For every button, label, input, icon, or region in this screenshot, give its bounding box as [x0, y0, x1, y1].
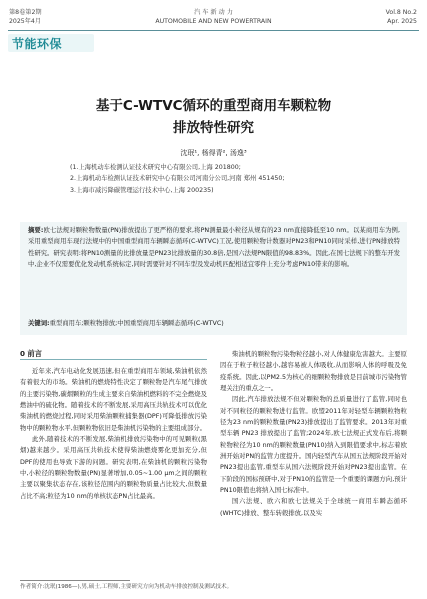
section-tag: [8, 34, 94, 52]
journal-name-cn: 汽 车 新 动 力: [194, 9, 233, 16]
header-journal: [0, 8, 427, 26]
abstract-box: [20, 222, 407, 335]
keywords-label: 关键词:: [28, 320, 50, 327]
abstract-label: 摘要:: [28, 227, 44, 234]
affiliation-2: 2.上海机动车检测认证技术研究中心有限公司河南分公司,河南 郑州 451450;: [70, 175, 285, 183]
body-paragraph: 此外,随着技术的不断发展,柴油机排放污染物中的可见颗粒(黑烟)越来越少。采用高压共轨技术使得柴油燃烧雾化更加充分,但DPF的使用也导致下游的问题。研究表明,在柴油机的颗粒污染物中,小粒径的颗粒物数量(PN)显著增加,0.05~1.00 μm之间的颗粒主要以聚集状态存在,该粒径范围内的颗粒物质量占比较大,但数量占比不高;粒径为10 nm的单核状态PN占比最高。: [20, 436, 207, 500]
date-label-en: Apr. 2025: [387, 18, 417, 25]
title-line-2: 排放特性研究: [173, 120, 254, 136]
right-column: [220, 349, 407, 519]
header-issue-en: [386, 8, 417, 26]
affiliation-1: (1.上海机动车检测认证技术研究中心有限公司,上海 201800;: [70, 164, 241, 171]
volume-label-cn: 第8卷第2期: [9, 9, 42, 16]
section-tag-label: 节能环保: [12, 37, 63, 51]
keywords: [28, 318, 400, 329]
article-title: [0, 95, 427, 139]
keywords-text: 重型商用车;颗粒物排放;中国重型商用车辆瞬态循环(C-WTVC): [49, 320, 224, 327]
abstract-text: 欧七法规对颗粒物数量(PN)排放提出了更严格的要求,将PN测量最小粒径从规有的23 nm直接降低至10 nm。以某商用车为例,采用重型商用车现行法规中的中国重型商用车辆瞬态循环(C-WTVC)工况,使用颗粒物计数器对PN23和PN10同时采样,进行PN排放特性研究。研究表明:将PN10测量的比排放量是PN23比排放量的30.8倍,是国六法规PN限值的98.83%。因此,在国七法规下的整车开发中,企业不仅需要优化发动机系统标定,同时需要针对不同车型及发动机匹配相适宜零件上充分考虑PN10带来的影响。: [28, 227, 400, 269]
left-column: [20, 366, 207, 502]
header-divider: [8, 30, 419, 31]
section-heading-intro: 0 前言: [20, 349, 42, 358]
title-line-1: 基于C-WTVC循环的重型商用车颗粒物: [95, 98, 332, 114]
body-paragraph: 因此,汽车排放法规不但对颗粒物的总质量进行了监管,同时也对不同粒径的颗粒物进行监管。欧盟2011年对轻型车辆颗粒物粒径为23 nm的颗粒数量(PN23)排放提出了监管要求。2013年对重型车辆 PN23 排放提出了监管;2024年,欧七法规正式发布后,将颗粒物粒径为10 nm的颗粒数量(PN10)纳入到限值要求中,标志着欧洲开始对PN的监管力度提升。国内轻型汽车从国五法规阶段开始对PN23提出监管,重型车从国六法规阶段开始对PN23提出监管。在下阶段的国标预研中,对于PN10的监管是一个重要的课题方向,预计PN10限值也将纳入国七标准中。: [220, 396, 407, 495]
author-list: 沈珉¹, 杨得青², 汤逸³: [180, 149, 247, 157]
affiliations: [70, 162, 370, 196]
abstract: [28, 225, 400, 271]
footnote-divider: [20, 580, 130, 581]
body-paragraph: 柴油机的颗粒物污染物粒径越小,对人体健康危害越大。主要原因在于粒子粒径越小,越容易被人体吸收,从而影响人体的呼吸及免疫系统。因此,以PM2.5为核心的细颗粒物排放是目前城市污染物管理关注的重点之一。: [220, 351, 407, 393]
author-footnote: 作者简介:沈珉(1986—),男,硕士,工程师,主要研究方向为机动车排放控制及测试技术。: [20, 584, 233, 590]
journal-name-en: AUTOMOBILE AND NEW POWERTRAIN: [155, 18, 272, 25]
body-paragraph: 近年来,汽车电动化发展迅速,但在重型商用车领域,柴油机依然有着很大的市场。柴油机的燃烧特性决定了颗粒物是汽车尾气排放的主要污染物,碳烟颗粒的生成主要来自柴油机燃料的不完全燃烧及燃油中的硫化物。随着技术的不断发展,采用高压共轨技术可以优化柴油机的燃烧过程,同时采用柴油颗粒捕集器(DPF)可降低排放污染物中的颗粒物水平,但颗粒物依旧是柴油机污染物的主要组成部分。: [20, 368, 207, 432]
volume-label-en: Vol.8 No.2: [385, 9, 417, 16]
date-label-cn: 2025年4月: [9, 18, 42, 25]
affiliation-3: 3.上海市减污降碳管理运行技术中心,上海 200235): [70, 186, 214, 194]
body-paragraph: 国六法规、欧六和欧七法规关于全球统一商用车瞬态循环(WHTC)排放、整车转毂排放,以及实: [220, 498, 407, 517]
page-header: [0, 6, 427, 32]
section-divider: [20, 359, 207, 360]
